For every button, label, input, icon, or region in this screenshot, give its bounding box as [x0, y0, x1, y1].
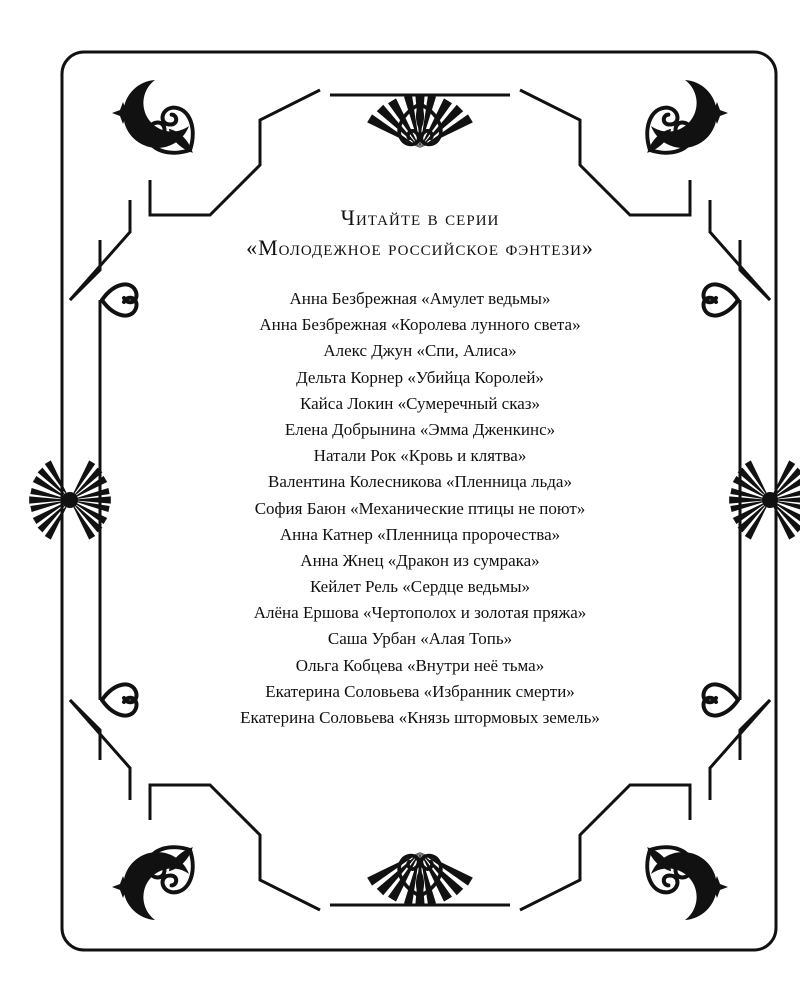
book-item: Ольга Кобцева «Внутри неё тьма»	[295, 655, 545, 675]
book-item: Елена Добрынина «Эмма Дженкинс»	[284, 419, 556, 439]
book-item: Анна Безбрежная «Королева лунного света»	[259, 315, 581, 335]
book-item: Саша Урбан «Алая Топь»	[327, 629, 513, 649]
book-item: Валентина Колесникова «Пленница льда»	[268, 472, 572, 492]
book-item: София Баюн «Механические птицы не поют»	[254, 498, 586, 518]
book-item: Анна Безбрежная «Амулет ведьмы»	[289, 289, 551, 308]
series-heading-line2: «Молодежное российское фэнтези»	[246, 235, 594, 260]
book-item: Натали Рок «Кровь и клятва»	[313, 446, 527, 466]
book-item: Анна Жнец «Дракон из сумрака»	[300, 550, 540, 570]
book-item: Кейлет Рель «Сердце ведьмы»	[309, 577, 531, 597]
book-item: Екатерина Соловьева «Князь штормовых земель»	[240, 708, 600, 727]
book-item: Кайса Локин «Сумеречный сказ»	[300, 393, 540, 413]
book-list	[0, 286, 800, 731]
series-heading-line1: Читайте в серии	[340, 205, 500, 230]
book-item: Алекс Джун «Спи, Алиса»	[323, 341, 517, 361]
book-item: Дельта Корнер «Убийца Королей»	[296, 367, 544, 387]
book-item: Екатерина Соловьева «Избранник смерти»	[265, 681, 575, 701]
book-item: Анна Катнер «Пленница пророчества»	[279, 524, 561, 544]
book-item: Алёна Ершова «Чертополох и золотая пряжа»	[253, 603, 587, 623]
